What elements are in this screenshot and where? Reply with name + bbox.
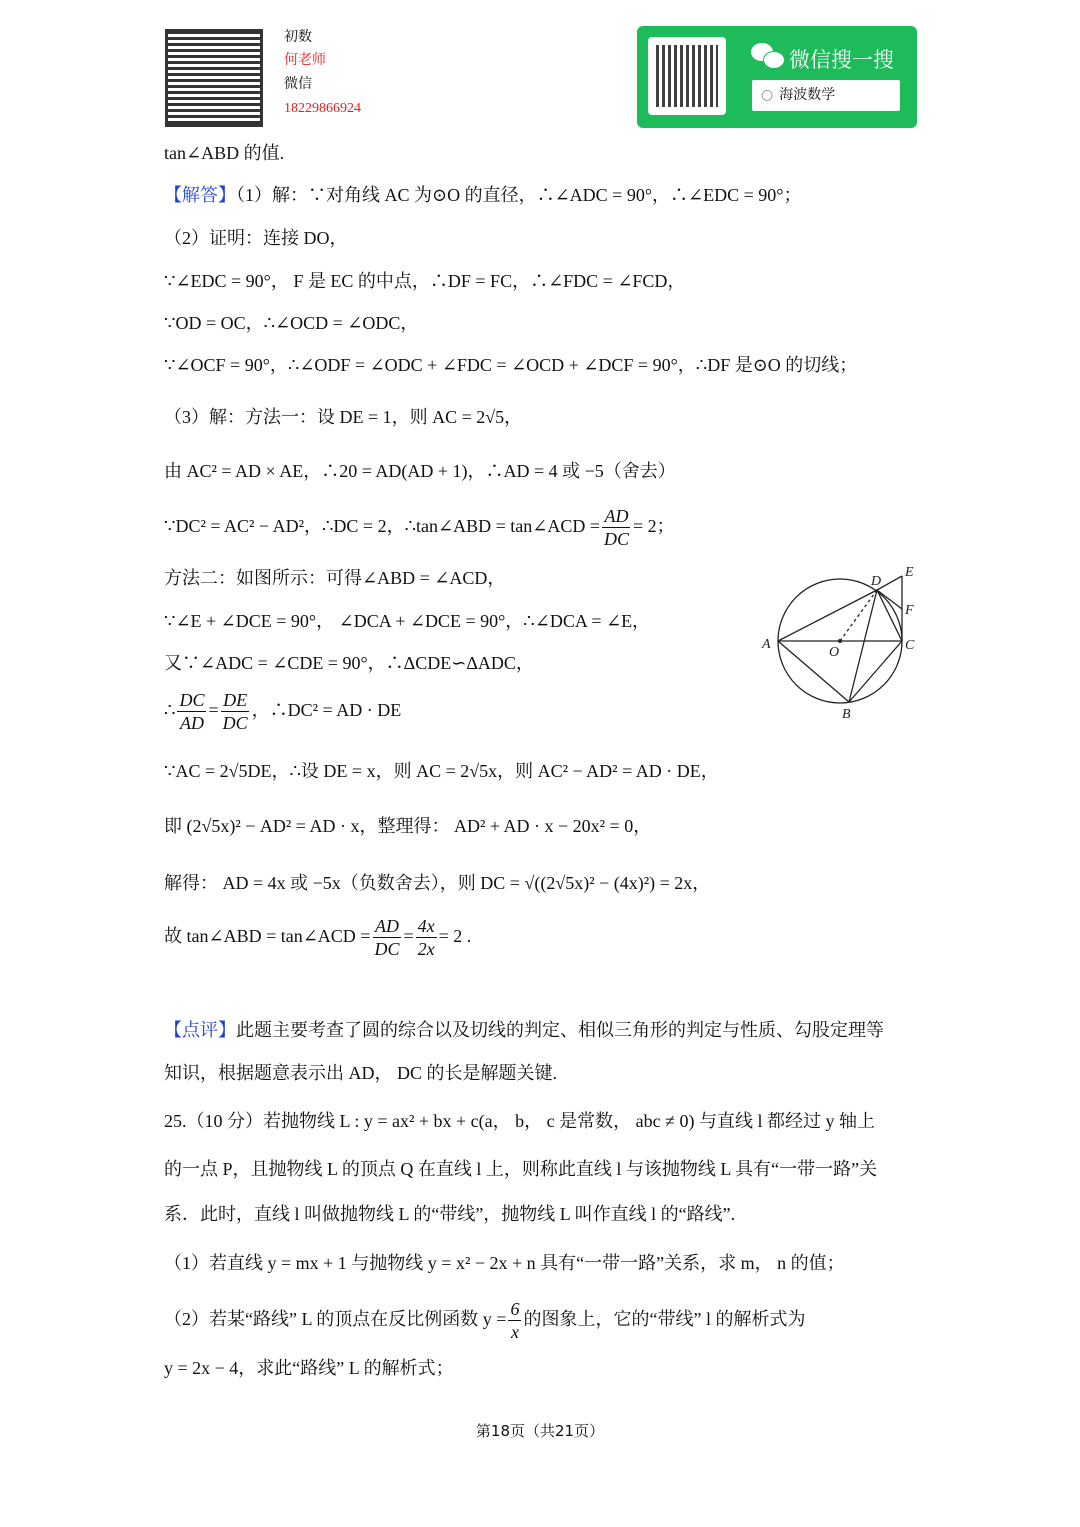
fraction — [221, 689, 250, 734]
text-line — [164, 183, 801, 207]
label-f: F — [905, 603, 914, 618]
text: = — [403, 926, 414, 946]
text-line: 25.（10 分）若抛物线 L : y = ax² + bx + c(a， b， c 是常数， abc ≠ 0) 与直线 l 都经过 y 轴上 — [164, 1111, 875, 1131]
text-line: 由 AC² = AD × AE，∴20 = AD(AD + 1)，∴AD = 4 或 −5（舍去） — [164, 461, 676, 481]
label-e: E — [905, 565, 914, 580]
numerator: 4x — [417, 916, 435, 937]
label-o: O — [829, 645, 840, 660]
text-line — [164, 687, 401, 734]
numerator: AD — [604, 506, 629, 527]
denominator: AD — [179, 713, 204, 734]
text-line: 又∵∠ADC = ∠CDE = 90°，∴ΔCDE∽ΔADC， — [164, 653, 534, 673]
text-line: ∵∠EDC = 90°， F 是 EC 的中点，∴DF = FC，∴∠FDC = ∠FCD， — [164, 271, 686, 291]
side-label-phone: 18229866924 — [284, 101, 361, 116]
text: ∴ — [164, 700, 176, 720]
segment-do — [840, 590, 877, 641]
text: （1）解：∵对角线 AC 为⊙O 的直径，∴∠ADC = 90°，∴∠EDC = 90°； — [236, 185, 802, 205]
text-line: 的一点 P，且抛物线 L 的顶点 Q 在直线 l 上，则称此直线 l 与该抛物线 L 具有“一带一路”关 — [164, 1159, 878, 1179]
text-line: ∵∠E + ∠DCE = 90°， ∠DCA + ∠DCE = 90°，∴∠DCA = ∠E， — [164, 611, 651, 631]
segment-dc — [877, 590, 902, 641]
page-footer: 第18页（共21页） — [475, 1422, 605, 1440]
text-line: 即 (2√5x)² − AD² = AD · x，整理得： AD² + AD · x − 20x² = 0， — [164, 816, 652, 836]
search-icon: ○ — [761, 87, 774, 103]
text-line: ∵AC = 2√5DE，∴设 DE = x，则 AC = 2√5x，则 AC² − AD² = AD · DE， — [164, 761, 719, 781]
wechat-search-title: 微信搜一搜 — [789, 48, 894, 72]
fraction — [416, 915, 437, 960]
denominator: DC — [603, 529, 629, 550]
text-line: （2）证明：连接 DO， — [164, 228, 348, 248]
text: （2）若某“路线” L 的顶点在反比例函数 y = — [164, 1309, 507, 1329]
text-line: ∵∠OCF = 90°，∴∠ODF = ∠ODC + ∠FDC = ∠OCD + ∠DCF = 90°，∴DF 是⊙O 的切线； — [164, 355, 858, 375]
text: = 2； — [633, 516, 675, 536]
denominator: DC — [222, 713, 248, 734]
denominator: 2x — [417, 939, 435, 960]
text-line: ∵OD = OC，∴∠OCD = ∠ODC， — [164, 313, 419, 333]
fraction — [508, 1298, 521, 1343]
text-line — [164, 1018, 884, 1042]
fraction — [177, 689, 206, 734]
denominator: x — [510, 1322, 519, 1343]
wechat-search-banner[interactable] — [637, 26, 917, 128]
fraction — [602, 505, 631, 550]
text: 的图象上，它的“带线” l 的解析式为 — [523, 1309, 806, 1329]
qr-code-icon — [648, 37, 726, 115]
text: 故 tan∠ABD = tan∠ACD = — [164, 926, 371, 946]
wechat-logo-icon-2 — [763, 51, 785, 69]
text-line: tan∠ABD 的值. — [164, 143, 285, 163]
text-line: （3）解：方法一：设 DE = 1，则 AC = 2√5， — [164, 407, 523, 427]
side-label-subject: 初数 — [284, 30, 312, 45]
text-line — [164, 503, 675, 550]
text-line: 解得： AD = 4x 或 −5x（负数舍去），则 DC = √((2√5x)² − (4x)²) = 2x， — [164, 873, 711, 893]
numerator: AD — [374, 916, 399, 937]
point-o — [838, 639, 842, 643]
text: = 2 . — [438, 926, 472, 946]
numerator: 6 — [510, 1299, 520, 1320]
text: = — [208, 700, 219, 720]
text-line — [164, 913, 471, 960]
text-line: 知识，根据题意表示出 AD， DC 的长是解题关键. — [164, 1063, 558, 1083]
label-c: C — [905, 638, 915, 653]
answer-tag: 【解答】 — [164, 185, 236, 205]
text: ∵DC² = AC² − AD²，∴DC = 2，∴tan∠ABD = tan∠ACD = — [164, 516, 600, 536]
text-line: 方法二：如图所示：可得∠ABD = ∠ACD， — [164, 568, 506, 588]
fraction — [372, 915, 401, 960]
label-d: D — [871, 574, 882, 589]
text: ，∴DC² = AD · DE — [251, 700, 402, 720]
denominator: DC — [374, 939, 400, 960]
geometry-figure — [750, 560, 930, 730]
side-label-wechat: 微信 — [284, 77, 312, 92]
label-a: A — [762, 637, 771, 652]
text-line: （1）若直线 y = mx + 1 与抛物线 y = x² − 2x + n 具有“一带一路”关系，求 m， n 的值； — [164, 1253, 845, 1273]
numerator: DE — [223, 690, 248, 711]
text-line — [164, 1296, 805, 1343]
numerator: DC — [179, 690, 205, 711]
side-label-teacher: 何老师 — [284, 53, 326, 68]
segment-df — [877, 590, 902, 609]
qr-code-icon — [168, 32, 260, 124]
text-line: 系．此时，直线 l 叫做抛物线 L 的“带线”，抛物线 L 叫作直线 l 的“路线”. — [164, 1204, 736, 1224]
text-line: y = 2x − 4，求此“路线” L 的解析式； — [164, 1358, 454, 1378]
wechat-search-box[interactable] — [752, 80, 900, 111]
search-query: 海波数学 — [779, 87, 836, 103]
label-b: B — [842, 707, 851, 722]
text: 此题主要考查了圆的综合以及切线的判定、相似三角形的判定与性质、勾股定理等 — [236, 1020, 884, 1040]
comment-tag: 【点评】 — [164, 1020, 236, 1040]
segment-ad — [778, 590, 877, 641]
